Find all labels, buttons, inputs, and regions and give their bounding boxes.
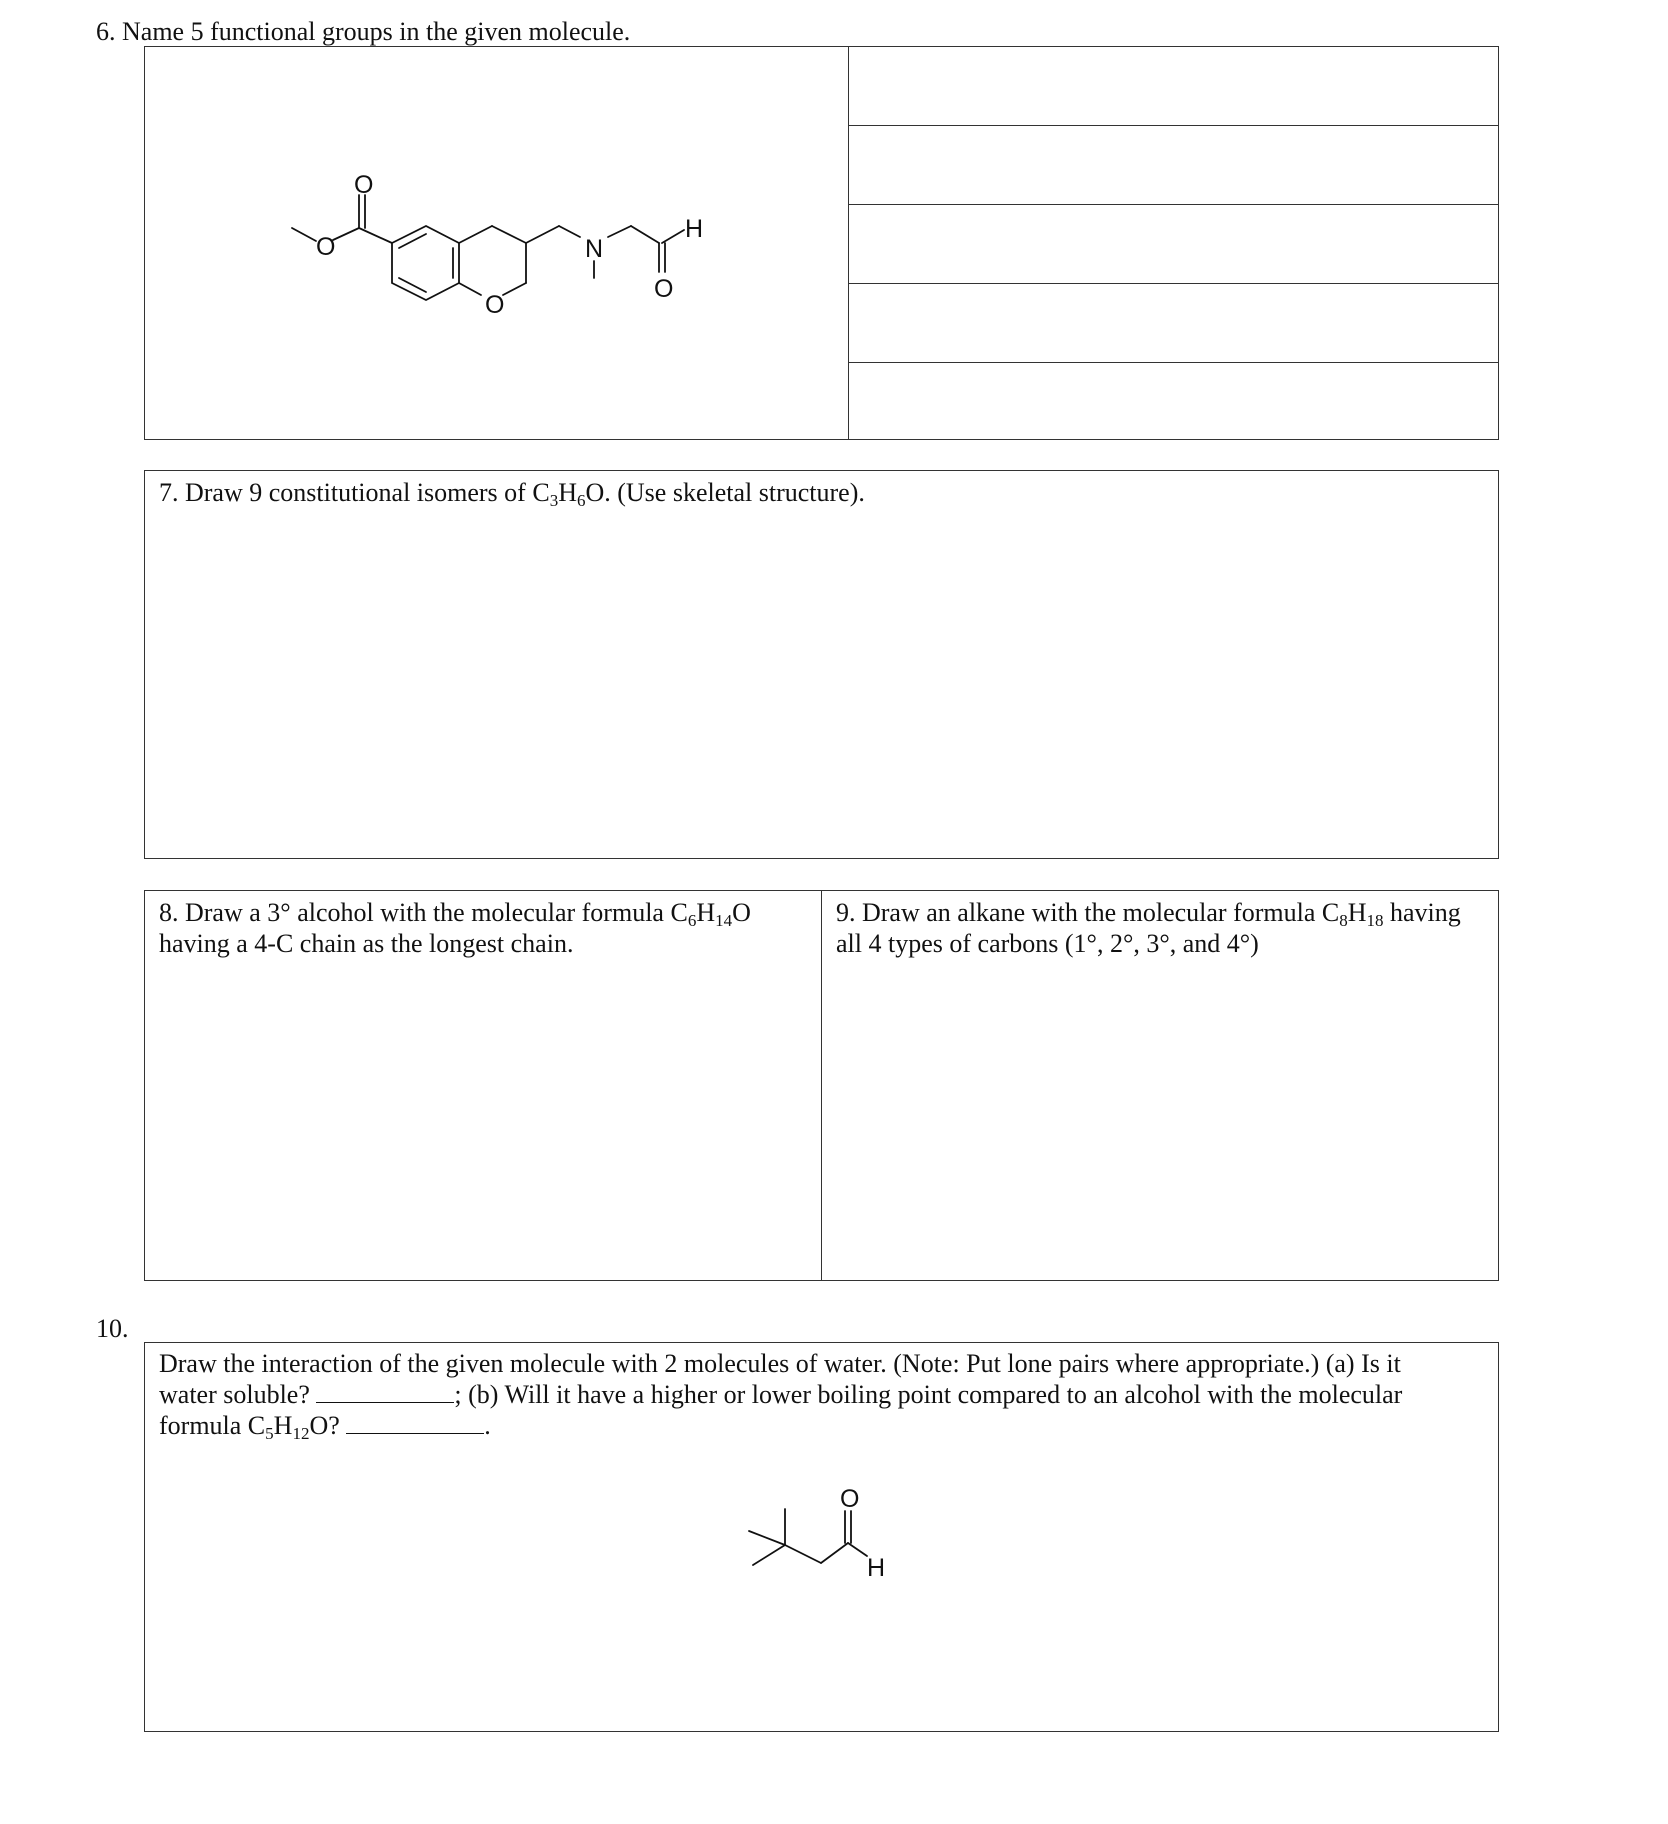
q7-question: 7. Draw 9 constitutional isomers of $C_3H_6O$. (Use skeletal structure).: [159, 478, 865, 510]
q6-answer-cell-5[interactable]: [848, 362, 1499, 440]
q9-box[interactable]: [821, 890, 1499, 1281]
q10-number: 10.: [96, 1314, 129, 1343]
q6-answer-cell-1[interactable]: [848, 46, 1499, 126]
q6-label-o-aldehyde: O: [654, 275, 674, 303]
q6-label-o-ester: O: [316, 233, 336, 261]
q6-molecule-structure: [145, 47, 850, 441]
q10-box[interactable]: [144, 1342, 1499, 1732]
q8-question-line2: having a 4-C chain as the longest chain.: [159, 929, 574, 958]
q10-label-o: O: [840, 1485, 860, 1513]
q10-molecule-structure: [145, 1343, 1500, 1733]
q8-question: 8. Draw a 3° alcohol with the molecular formula $C_6H_{14}O$ having a 4-C chain as the longest chain.: [159, 898, 751, 958]
q6-molecule-box: [144, 46, 849, 440]
q9-question: 9. Draw an alkane with the molecular formula $C_8H_{18}$ having all 4 types of carbons (1°, 2°, 3°, and 4°): [836, 898, 1461, 958]
q6-answer-cell-4[interactable]: [848, 283, 1499, 363]
q6-answer-cell-2[interactable]: [848, 125, 1499, 205]
q9-question-line2: all 4 types of carbons (1°, 2°, 3°, and 4°): [836, 929, 1259, 958]
q6-label-n: N: [585, 235, 604, 263]
q7-box[interactable]: [144, 470, 1499, 859]
q10-line1: Draw the interaction of the given molecule with 2 molecules of water. (Note: Put lone pairs where appropriate.) (a) Is it: [159, 1349, 1401, 1378]
q6-title: 6. Name 5 functional groups in the given molecule.: [96, 17, 631, 46]
q10-label-h: H: [867, 1554, 886, 1582]
q6-label-h: H: [685, 215, 704, 243]
q6-label-o-ring: O: [485, 291, 505, 319]
q10-question: Draw the interaction of the given molecule with 2 molecules of water. (Note: Put lone pairs where appropriate.) (a) Is it water soluble? ; (b) Will it have a higher or lower boiling point compared to an alcohol with the molecular formula $C_5H_{12}O$? .: [159, 1349, 1403, 1443]
q6-answer-cell-3[interactable]: [848, 204, 1499, 284]
q6-label-o-carbonyl: O: [354, 171, 374, 199]
q8-box[interactable]: [144, 890, 822, 1281]
